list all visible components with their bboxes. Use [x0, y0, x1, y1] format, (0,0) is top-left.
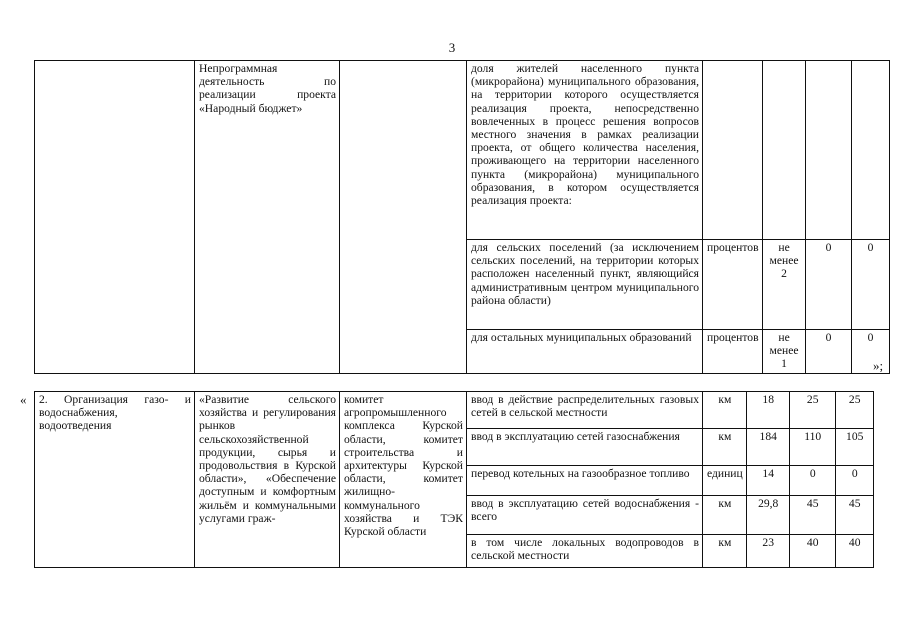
indicator-cell: для сельских поселений (за исключением сельских поселений, на территории которых расположен населенный пункт, являющийся административным центром муниципального района области) — [467, 240, 703, 330]
value-cell: не менее 2 — [762, 240, 805, 330]
indicator-header-cell: доля жителей населенного пункта (микрорайона) муниципального образования, на территории которого осуществляется реализация проекта, непосредственно вовлеченных в процесс решения вопросов местного значения в рамках реализации проекта, от общего количества населения, проживающего на территории населенного пункта (микрорайона) муниципального образования, в котором осуществляется реализация проекта: — [467, 61, 703, 240]
value-cell: не менее 1 — [762, 330, 805, 374]
table-row — [35, 61, 890, 240]
unit-cell: единиц — [703, 466, 747, 496]
indicator-cell: ввод в эксплуатацию сетей газоснабжения — [467, 429, 703, 466]
unit-cell: км — [703, 392, 747, 429]
closing-quote: »; — [873, 358, 884, 373]
table-row — [35, 240, 890, 330]
unit-cell: процентов — [703, 240, 763, 330]
task-cell — [35, 61, 195, 240]
value-cell: 0 — [851, 240, 889, 330]
value-cell: 0 — [835, 466, 873, 496]
value-cell: 110 — [789, 429, 835, 466]
indicator-cell: ввод в действие распределительных газовых сетей в сельской местности — [467, 392, 703, 429]
unit-cell: км — [703, 535, 747, 568]
value-cell: 0 — [805, 330, 851, 374]
program-cell — [195, 330, 340, 374]
program-cell: Непрограммная деятельность по реализации проекта «Народный бюджет» — [195, 61, 340, 240]
indicator-cell: ввод в эксплуатацию сетей водоснабжения - всего — [467, 496, 703, 535]
value-cell: 18 — [746, 392, 789, 429]
task-cell — [35, 330, 195, 374]
value-cell: 29,8 — [746, 496, 789, 535]
unit-cell: км — [703, 429, 747, 466]
indicators-table-top — [34, 60, 890, 374]
value-cell: 25 — [835, 392, 873, 429]
value-cell — [851, 61, 889, 240]
value-cell: 14 — [746, 466, 789, 496]
indicator-cell: в том числе локальных водопроводов в сельской местности — [467, 535, 703, 568]
task-cell — [35, 240, 195, 330]
value-cell: 105 — [835, 429, 873, 466]
opening-quote: « — [20, 392, 27, 407]
task-cell: 2. Организация газо- и водоснабжения, водоотведения — [35, 392, 195, 568]
value-cell: 45 — [835, 496, 873, 535]
program-cell — [195, 240, 340, 330]
value-cell — [762, 61, 805, 240]
unit-cell — [703, 61, 763, 240]
executor-cell — [340, 330, 467, 374]
table-row — [35, 392, 874, 429]
value-cell: 40 — [835, 535, 873, 568]
table-row — [35, 330, 890, 374]
value-cell: 25 — [789, 392, 835, 429]
unit-cell: км — [703, 496, 747, 535]
executor-cell — [340, 61, 467, 240]
value-cell: 0 — [805, 240, 851, 330]
value-cell — [805, 61, 851, 240]
value-cell: 0 — [851, 330, 889, 374]
unit-cell: процентов — [703, 330, 763, 374]
value-cell: 23 — [746, 535, 789, 568]
executor-cell: комитет агропромышленного комплекса Курской области, комитет строительства и архитектуры Курской области, комитет жилищно-коммунального хозяйства и ТЭК Курской области — [340, 392, 467, 568]
value-cell: 184 — [746, 429, 789, 466]
indicators-table-bottom — [34, 391, 874, 568]
program-cell: «Развитие сельского хозяйства и регулирования рынков сельскохозяйственной продукции, сырья и продовольствия в Курской области», «Обеспечение доступным и комфортным жильём и коммунальными услугами граж- — [195, 392, 340, 568]
indicator-cell: перевод котельных на газообразное топливо — [467, 466, 703, 496]
value-cell: 45 — [789, 496, 835, 535]
value-cell: 40 — [789, 535, 835, 568]
page-number: 3 — [448, 40, 456, 55]
value-cell: 0 — [789, 466, 835, 496]
executor-cell — [340, 240, 467, 330]
indicator-cell: для остальных муниципальных образований — [467, 330, 703, 374]
